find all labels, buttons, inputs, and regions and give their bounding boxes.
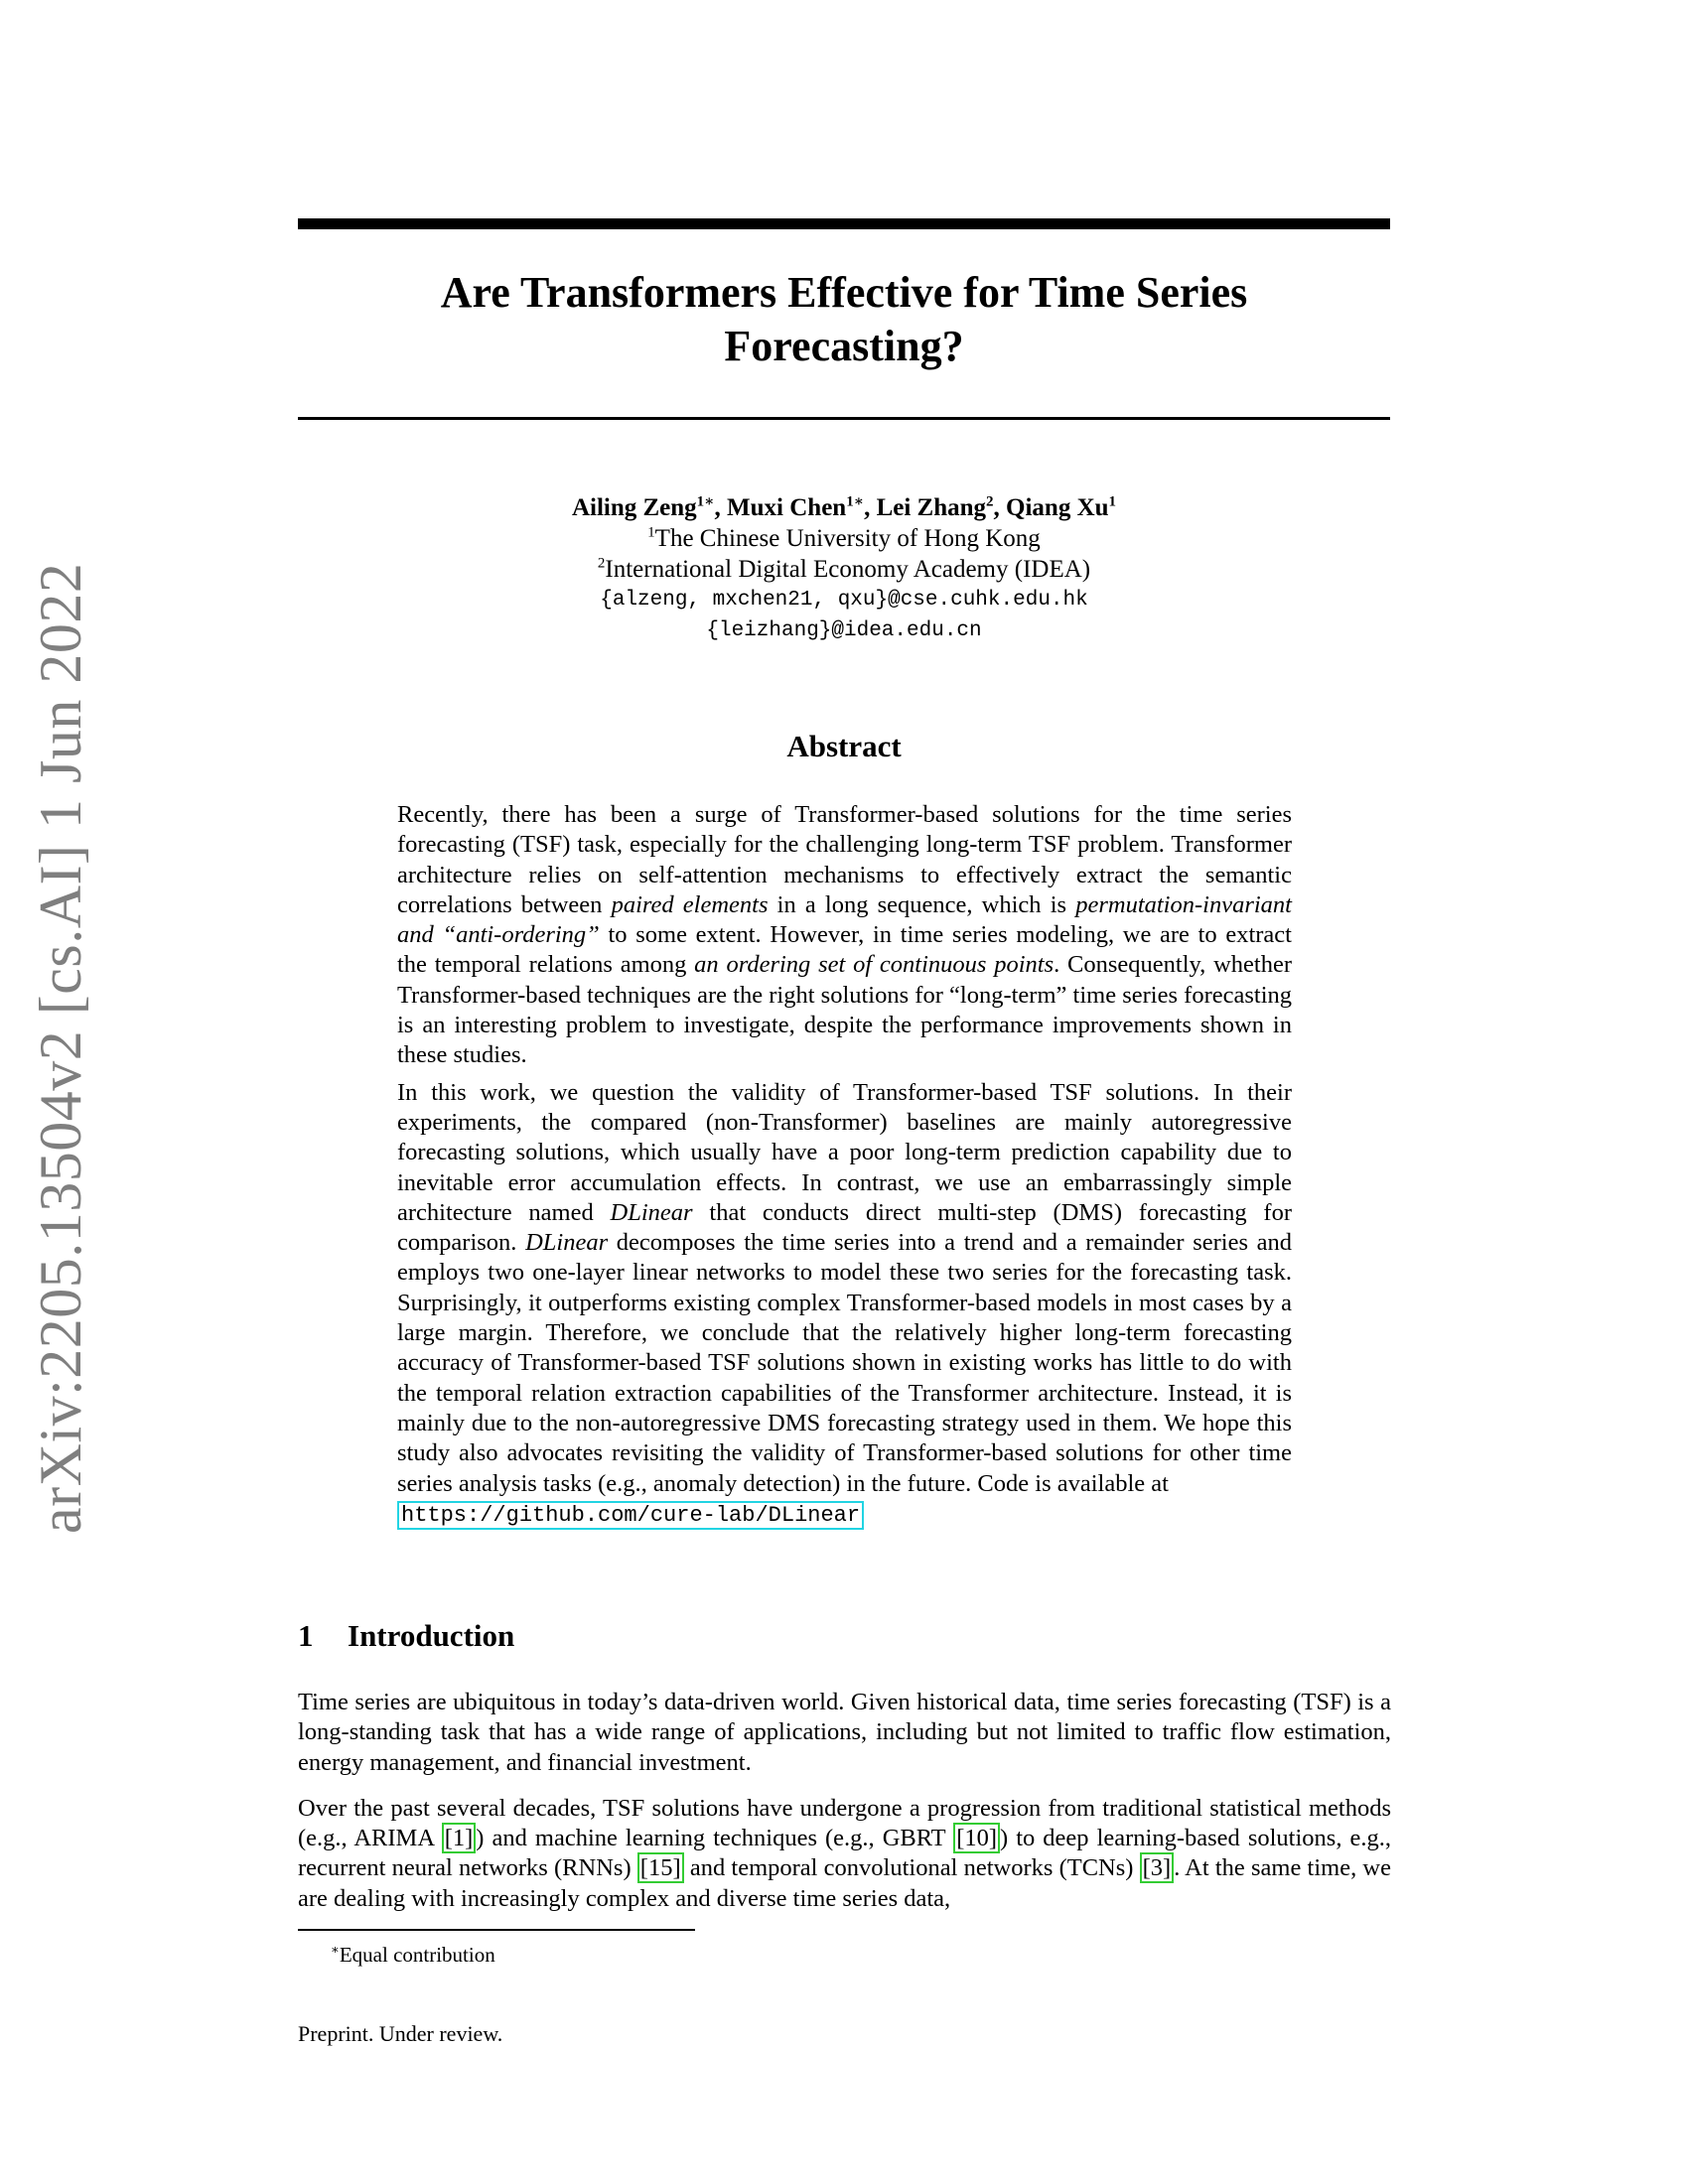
title-bottom-rule (298, 417, 1390, 420)
citation-link[interactable]: [10] (953, 1823, 1000, 1853)
email-line-1: {alzeng, mxchen21, qxu}@cse.cuhk.edu.hk (600, 589, 1088, 612)
title-top-rule (298, 218, 1390, 229)
author-name: Lei Zhang (876, 494, 987, 521)
affiliation-1: $^1$The Chinese University of Hong Kong (647, 524, 1041, 552)
author-name: Ailing Zeng (571, 494, 697, 521)
author-mark: 1∗ (846, 493, 865, 510)
author-name: Qiang Xu (1006, 494, 1109, 521)
abstract-body (397, 800, 1292, 1538)
footnote-text: Equal contribution (339, 1943, 495, 1967)
introduction-body (298, 1688, 1391, 1930)
abstract-paragraph-2: In this work, we question the validity of Transformer-based TSF solutions. In their experiments, the compared (non-Transformer) baselines are mainly autoregressive forecasting solutions, which usually have a poor long-term prediction capability due to inevitable error accumulation effects. In contrast, we use an embarrassingly simple architecture named DLinear that conducts direct multi-step (DMS) forecasting for comparison. DLinear decomposes the time series into a trend and a remainder series and employs two one-layer linear networks to model these two series for the forecasting task. Surprisingly, it outperforms existing complex Transformer-based models in most cases by a large margin. Therefore, we conclude that the relatively higher long-term forecasting accuracy of Transformer-based TSF solutions shown in existing works has little to do with the temporal relation extraction capabilities of the Transformer architecture. Instead, it is mainly due to the non-autoregressive DMS forecasting strategy used in them. We hope this study also advocates revisiting the validity of Transformer-based solutions for other time series analysis tasks (e.g., anomaly detection) in the future. Code is available at https://github.com/cure-lab/DLinear (397, 1078, 1293, 1528)
citation-link[interactable]: [15] (637, 1852, 684, 1883)
author-mark: 1∗ (696, 493, 715, 510)
author-mark: 2 (986, 493, 994, 510)
citation-link[interactable]: [1] (442, 1823, 477, 1853)
intro-paragraph-2: Over the past several decades, TSF solutions have undergone a progression from traditional statistical methods (e.g., ARIMA [1] ) and machine learning techniques (e.g., GBRT [10] ) to deep learning-based solutions, e.g., recurrent neural networks (RNNs) [15] and temporal convolutional networks (TCNs) [3] . At the same time, we are dealing with increasingly complex and diverse time series data, (298, 1794, 1391, 1912)
code-link[interactable]: https://github.com/cure-lab/DLinear (397, 1501, 864, 1530)
preprint-notice: Preprint. Under review. (298, 2021, 503, 2046)
section-title: Introduction (348, 1618, 515, 1653)
footnote-rule (298, 1929, 695, 1931)
abstract-heading: Abstract (786, 729, 902, 763)
paper-title (298, 266, 1390, 373)
affiliation-2: $^2$International Digital Economy Academy (IDEA) (597, 555, 1091, 583)
citation-link[interactable]: [3] (1140, 1852, 1175, 1883)
email-line-2: {leizhang}@idea.edu.cn (706, 619, 982, 642)
author-names: Ailing Zeng$^{1∗}$, Muxi Chen$^{1∗}$, Lei Zhang$^2$, Qiang Xu$^1$ (571, 493, 1117, 521)
section-number: 1 (298, 1618, 314, 1653)
footnote-mark: ∗ (331, 1942, 340, 1957)
title-line-1: Are Transformers Effective for Time Series (440, 268, 1248, 317)
author-mark: 1 (1108, 493, 1117, 510)
arxiv-identifier: arXiv:2205.13504v2 [cs.AI] 1 Jun 2022 (28, 562, 93, 1534)
footnote (331, 1937, 495, 1968)
author-block (298, 492, 1390, 646)
section-heading-introduction (298, 1618, 514, 1654)
abstract-paragraph-1: Recently, there has been a surge of Transformer-based solutions for the time series forecasting (TSF) task, especially for the challenging long-term TSF problem. Transformer architecture relies on self-attention mechanisms to effectively extract the semantic correlations between paired elements in a long sequence, which is permutation-invariant and “anti-ordering” to some extent. However, in time series modeling, we are to extract the temporal relations among an ordering set of continuous points. Consequently, whether Transformer-based techniques are the right solutions for “long-term” time series forecasting is an interesting problem to investigate, despite the performance improvements shown in these studies. (397, 801, 1292, 1069)
intro-paragraph-1: Time series are ubiquitous in today’s data-driven world. Given historical data, time series forecasting (TSF) is a long-standing task that has a wide range of applications, including but not limited to traffic flow estimation, energy management, and financial investment. (298, 1689, 1391, 1776)
title-line-2: Forecasting? (724, 322, 964, 370)
author-name: Muxi Chen (727, 494, 847, 521)
